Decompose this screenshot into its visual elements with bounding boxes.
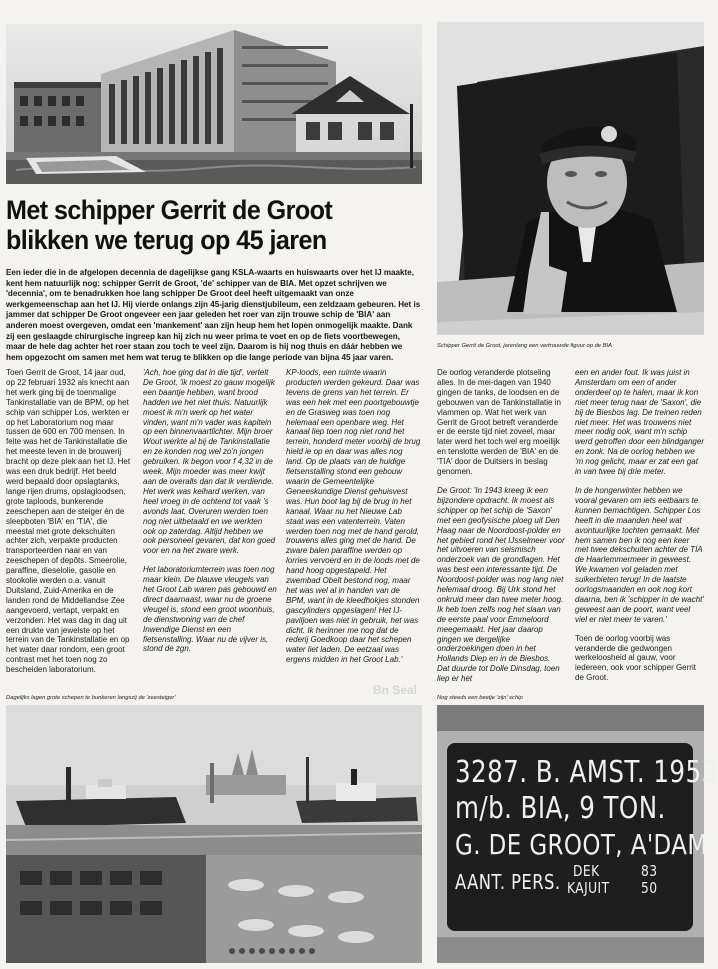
column-1 bbox=[6, 368, 132, 684]
portrait-caption: Schipper Gerrit de Groot, jarenlang een vertrouwde figuur op de BIA bbox=[437, 343, 612, 349]
article-headline bbox=[6, 195, 397, 255]
column-5-text-b: In de hongerwinter hebben we vooral gevaren om iets eetbaars te kunnen bemachtigen. Schipper Los heeft in die maanden heel wat avontuurlijke tochten gemaakt. Met hem samen ben ik nog een keer met twee dekschuiten achter de TIA de Haarlemmermeer in geweest. We kwamen vol geladen met suikerbieten terug! In de laatste oorlogsmaanden en ook nog kort daarna, ben ik 'schipper in de wacht' geweest aan de poort, want veel viel er niet meer te varen.' bbox=[575, 485, 704, 624]
column-2-text-b: Het laboratoriumterrein was toen nog maar klein. De blauwe vleugels van het Groot Lab waren pas gebouwd en direct daarnaast, waar nu de groene vleugel is, stond een groot woonhuis, de dienstwoning van de chef Inwendige Dienst en een fietsenstalling. Waar nu de vijver is, stond de zgn. bbox=[143, 565, 277, 654]
column-3 bbox=[286, 368, 421, 674]
harbor-photo bbox=[6, 705, 422, 963]
plaque-line-4 bbox=[455, 863, 695, 901]
column-5-text-c: Toen de oorlog voorbij was veranderde die gedwongen werkeloosheid al gauw, voor iedereen, ook voor schipper Gerrit de Groot. bbox=[575, 633, 696, 683]
plaque-line-3: G. DE GROOT, A'DAM bbox=[455, 828, 708, 861]
plaque-kajuit-label: KAJUIT bbox=[567, 879, 610, 897]
headline-line-1: Met schipper Gerrit de Groot bbox=[6, 195, 333, 225]
headline-line-2: blikken we terug op 45 jaren bbox=[6, 225, 327, 255]
plaque-text bbox=[455, 755, 718, 901]
plaque-caption: Nog steeds een beetje 'zijn' schip bbox=[437, 695, 523, 701]
column-2 bbox=[143, 368, 277, 663]
column-5-text-a: een en ander fout. Ik was juist in Amsterdam om een of ander onderdeel op te halen, maar ik kon niet meer terug naar de 'Saxon', die bij de Biesbos lag. De treinen reden niet meer. Het was trouwens niet meer nodig ook, want m'n schip werd getroffen door een blindganger en zonk. Na de oorlog hebben we 'm nog gelicht, maar er zat een gat in van twee bij drie meter. bbox=[575, 368, 704, 477]
column-4-text-b: De Groot: 'In 1943 kreeg ik een bijzondere opdracht. Ik moest als schipper op het schip de 'Saxon' met een geofysische ploeg uit Den Haag naar de Noordoost-polder en het gebied rond het IJsselmeer voor het uitvoeren van seismisch onderzoek van de grondlagen. Het was best een interessante tijd. De Noordoost-polder was nog lang niet helemaal droog. Bij Urk stond het onkruid meer dan twee meter hoog. Ik heb toen zelfs nog het slaan van de eerste paal voor Emmeloord meegemaakt. Het jaar daarop gingen we dergelijke onderzoekingen doen in het Hollands Diep en in de Biesbos. Dat duurde tot Dolle Dinsdag, toen liep er het bbox=[437, 485, 565, 684]
article-intro: Een ieder die in de afgelopen decennia de dagelijkse gang KSLA-waarts en huiswaarts over het IJ maakte, kent hem natuurlijk nog: schipper Gerrit de Groot, 'de' schipper van de BIA. Met opzet schrijven we 'decennia', om te benadrukken hoe lang schipper De Groot deel heeft uitgemaakt van onze werkgemeenschap aan het IJ. Hij vierde onlangs zijn 45-jarig dienstjubileum, een zeldzaam gebeuren. Het is jammer dat schipper De Groot ongeveer een jaar geleden het roer van zijn trouwe schip de 'BIA' aan anderen moest overgeven, omdat een 'mankement' aan zijn heup hem het lopen onmogelijk maakte. Dank zij een geslaagde chirurgische ingreep kan hij zich nu weer prima te voet en op de fiets voortbewegen, maar de hele dag achter het roer staan zou toch te veel zijn. Daarom is hij nog thuis en dáár hebben we hem opgezocht om samen met hem wat terug te blikken op die lange periode van bijna 45 jaar varen. bbox=[6, 268, 421, 362]
column-4-text-a: De oorlog veranderde plotseling alles. In de mei-dagen van 1940 gingen de tanks, de loodsen en de gebouwen van de Tankinstallatie in vlammen op. Wat het werk van Gerrit de Groot betreft veranderde er de eerste tijd niet zoveel, maar later werd het toch wel erg moeilijk en tenslotte werden de 'BIA' en de 'TIA' door de Duitsers in beslag genomen. bbox=[437, 368, 561, 477]
skipper-portrait-photo bbox=[437, 22, 704, 335]
plaque-line-2: m/b. BIA, 9 TON. bbox=[455, 791, 666, 826]
plaque-line-1: 3287. B. AMST. 1953 bbox=[455, 755, 718, 790]
plaque-dek-value: 83 bbox=[641, 862, 658, 880]
column-2-text-a: 'Ach, hoe ging dat in die tijd', vertelt De Groot, 'ik moest zo gauw mogelijk een baantje hebben, want brood hadden we het niet thuis. Natuurlijk moest ik m'n werk op het water vinden, want m'n vader was kapitein op een binnenvaartlichter. Mijn broer Wout werkte al bij de Tankinstallatie en ze konden nog wel zo'n jongen gebruiken. Ik begon voor f 4,32 in de week. Mijn moeder was meer kwijt aan de overalls dan dat ik verdiende. Het werk was keihard werken, van heel vroeg in de ochtend tot vaak 's avonds laat. Overuren werden toen nog niet uitbetaald en we werkten ook op zaterdag. Altijd hebben we ook personeel gevaren, dat kon goed voor en na het zware werk. bbox=[143, 368, 276, 556]
column-3-text: KP-loods, een ruimte waarin producten werden gekeurd. Daar was tevens de grens van het terrein. Er was een hek met een poortgebouwtje en de Grasweg was toen nog helemaal een openbare weg. Het kanaal liep toen nog niet rond het terrein, honderd meter voorbij de brug hield ie op en daar was alles nog land. Op de plaats van de huidige fietsenstalling stond een gebouw waarin de Gemeentelijke Geneeskundige Dienst gehuisvest was. Hun boot lag bij de brug in het kanaal. Waar nu het Nieuwe Lab staat was een vatenterrein. Vaten werden toen nog met de hand gerold, trouwens alles ging met de hand. De zware balen paraffine werden op lorries vervoerd en in de loods met de hand hoog opgestapeld. Het zwembad Obelt bestond nog, maar het was wel al in handen van de BPM, want in de kleedhokjes stonden gascylinders opgeslagen! Het IJ-paviljoen was niet in gebruik, het was dicht. Ik herinner me nog dat de rederij Goedkoop daar het schepen water liet laden. De eetzaal was ergens midden in het Groot Lab.' bbox=[286, 368, 421, 665]
laboratory-building-photo bbox=[6, 24, 422, 184]
plaque-dek-label: DEK bbox=[573, 862, 600, 880]
column-5 bbox=[575, 368, 704, 692]
column-1-text: Toen Gerrit de Groot, 14 jaar oud, op 22 februari 1932 als knecht aan het werk ging bij de toenmalige Tankinstallatie van de BPM, op het schip van schipper Los, werkten er op het Laboratorium nog maar tussen de 600 en 700 mensen. In feite was het de Tankinstallatie die het meeste leven in de brouwerij bracht op deze plek aan het IJ. Het was een druk bedrijf. Het beeld werd bepaald door opslagtanks, lange rijen drums, opslagloodsen, grote taploods, bunkerende zeeschepen aan de steiger én de sleepboten 'BIA' en 'TIA', die meestal met grote dekschuiten achter zich, verpakte producten transporteerden naar en van zeeschepen of depôts. Smeerolie, paraffine, dieselolie, gasolie en stookolie werden o.a. vanuit Duitsland, Zuid-Amerika en de landen rond de Middellandse Zee aangevoerd, vertapt, verpakt en verzonden. Het was dag in dag uit een drukte van jewelste op het terrein van de Tankinstallatie en op het water daar rondom, een groot contrast met het toen nog zo bescheiden laboratorium. bbox=[6, 368, 131, 675]
harbor-caption: Dagelijks lagen grote schepen te bunkeren langszij de 'zeesteiger' bbox=[6, 695, 176, 701]
plaque-kajuit-value: 50 bbox=[641, 879, 658, 897]
plaque-aant-pers: AANT. PERS. bbox=[455, 870, 561, 894]
background-sign: Bn Seal bbox=[373, 683, 418, 697]
column-4 bbox=[437, 368, 565, 693]
